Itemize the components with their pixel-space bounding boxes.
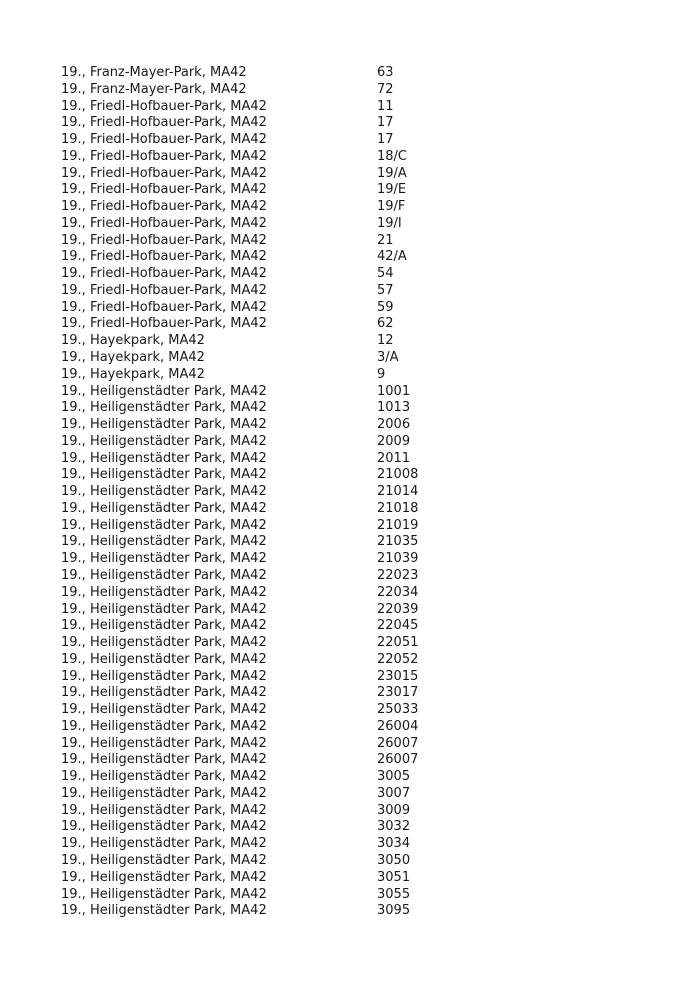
location-text: 19., Hayekpark, MA42	[61, 350, 205, 366]
list-row	[61, 249, 661, 266]
number-text: 3050	[377, 852, 411, 868]
number-text: 3034	[377, 836, 411, 852]
list-row	[61, 870, 661, 887]
location-text: 19., Friedl-Hofbauer-Park, MA42	[61, 199, 267, 215]
list-row	[61, 568, 661, 585]
location-text: 19., Friedl-Hofbauer-Park, MA42	[61, 249, 267, 265]
list-row	[61, 434, 661, 451]
location-text: 19., Heiligenstädter Park, MA42	[61, 567, 267, 583]
list-row	[61, 635, 661, 652]
number-text: 62	[377, 316, 394, 332]
location-text: 19., Heiligenstädter Park, MA42	[61, 769, 267, 785]
location-text: 19., Friedl-Hofbauer-Park, MA42	[61, 215, 267, 231]
number-text: 1013	[377, 400, 411, 416]
list-row	[61, 769, 661, 786]
number-text: 1001	[377, 383, 411, 399]
location-text: 19., Friedl-Hofbauer-Park, MA42	[61, 232, 267, 248]
number-text: 3055	[377, 886, 411, 902]
list-row	[61, 384, 661, 401]
location-text: 19., Friedl-Hofbauer-Park, MA42	[61, 115, 267, 131]
number-text: 17	[377, 115, 394, 131]
location-text: 19., Heiligenstädter Park, MA42	[61, 702, 267, 718]
number-text: 3/A	[377, 350, 399, 366]
number-text: 3005	[377, 769, 411, 785]
location-text: 19., Heiligenstädter Park, MA42	[61, 635, 267, 651]
list-row	[61, 736, 661, 753]
location-text: 19., Heiligenstädter Park, MA42	[61, 618, 267, 634]
location-text: 19., Heiligenstädter Park, MA42	[61, 718, 267, 734]
number-text: 22052	[377, 651, 419, 667]
location-text: 19., Franz-Mayer-Park, MA42	[61, 65, 247, 80]
number-text: 3009	[377, 802, 411, 818]
number-text: 22045	[377, 618, 419, 634]
number-text: 22039	[377, 601, 419, 617]
number-text: 63	[377, 65, 394, 80]
list-row	[61, 786, 661, 803]
location-text: 19., Heiligenstädter Park, MA42	[61, 886, 267, 902]
location-text: 19., Heiligenstädter Park, MA42	[61, 903, 267, 919]
location-text: 19., Heiligenstädter Park, MA42	[61, 668, 267, 684]
number-text: 19/A	[377, 165, 407, 181]
list-row	[61, 602, 661, 619]
number-text: 18/C	[377, 148, 407, 164]
list-row	[61, 702, 661, 719]
location-text: 19., Heiligenstädter Park, MA42	[61, 467, 267, 483]
number-text: 21018	[377, 500, 419, 516]
number-text: 25033	[377, 702, 419, 718]
number-text: 22034	[377, 584, 419, 600]
list-row	[61, 300, 661, 317]
list-row	[61, 333, 661, 350]
list-row	[61, 618, 661, 635]
number-text: 21014	[377, 484, 419, 500]
list-row	[61, 82, 661, 99]
location-text: 19., Heiligenstädter Park, MA42	[61, 651, 267, 667]
list-row	[61, 652, 661, 669]
location-text: 19., Heiligenstädter Park, MA42	[61, 836, 267, 852]
list-row	[61, 316, 661, 333]
list-row	[61, 518, 661, 535]
list-row	[61, 266, 661, 283]
list-row	[61, 283, 661, 300]
number-text: 17	[377, 132, 394, 148]
list-row	[61, 534, 661, 551]
list-row	[61, 836, 661, 853]
location-text: 19., Heiligenstädter Park, MA42	[61, 601, 267, 617]
list-row	[61, 132, 661, 149]
location-text: 19., Heiligenstädter Park, MA42	[61, 383, 267, 399]
location-text: 19., Friedl-Hofbauer-Park, MA42	[61, 132, 267, 148]
list-row	[61, 585, 661, 602]
location-text: 19., Friedl-Hofbauer-Park, MA42	[61, 266, 267, 282]
list-row	[61, 182, 661, 199]
list-row	[61, 149, 661, 166]
location-text: 19., Heiligenstädter Park, MA42	[61, 450, 267, 466]
number-text: 59	[377, 299, 394, 315]
list-row	[61, 367, 661, 384]
location-text: 19., Heiligenstädter Park, MA42	[61, 735, 267, 751]
list-row	[61, 350, 661, 367]
location-text: 19., Heiligenstädter Park, MA42	[61, 517, 267, 533]
number-text: 11	[377, 98, 394, 114]
location-text: 19., Heiligenstädter Park, MA42	[61, 852, 267, 868]
location-text: 19., Heiligenstädter Park, MA42	[61, 500, 267, 516]
number-text: 23015	[377, 668, 419, 684]
location-text: 19., Heiligenstädter Park, MA42	[61, 802, 267, 818]
location-text: 19., Friedl-Hofbauer-Park, MA42	[61, 165, 267, 181]
number-text: 21008	[377, 467, 419, 483]
number-text: 42/A	[377, 249, 407, 265]
number-text: 22051	[377, 635, 419, 651]
list-row	[61, 752, 661, 769]
location-text: 19., Friedl-Hofbauer-Park, MA42	[61, 98, 267, 114]
location-text: 19., Franz-Mayer-Park, MA42	[61, 81, 247, 97]
number-text: 23017	[377, 685, 419, 701]
number-text: 3007	[377, 785, 411, 801]
number-text: 21019	[377, 517, 419, 533]
list-row	[61, 65, 661, 82]
location-text: 19., Hayekpark, MA42	[61, 333, 205, 349]
list-row	[61, 417, 661, 434]
number-text: 12	[377, 333, 394, 349]
number-text: 26007	[377, 735, 419, 751]
number-text: 19/F	[377, 199, 406, 215]
list-row	[61, 803, 661, 820]
list-row	[61, 216, 661, 233]
location-text: 19., Heiligenstädter Park, MA42	[61, 819, 267, 835]
list-row	[61, 501, 661, 518]
list-row	[61, 166, 661, 183]
location-text: 19., Heiligenstädter Park, MA42	[61, 400, 267, 416]
location-text: 19., Heiligenstädter Park, MA42	[61, 584, 267, 600]
list-row	[61, 400, 661, 417]
number-text: 2009	[377, 433, 411, 449]
number-text: 19/E	[377, 182, 407, 198]
location-text: 19., Heiligenstädter Park, MA42	[61, 752, 267, 768]
list-row	[61, 669, 661, 686]
location-text: 19., Friedl-Hofbauer-Park, MA42	[61, 182, 267, 198]
number-text: 19/I	[377, 215, 402, 231]
location-text: 19., Heiligenstädter Park, MA42	[61, 534, 267, 550]
number-text: 2011	[377, 450, 411, 466]
location-text: 19., Heiligenstädter Park, MA42	[61, 433, 267, 449]
list-row	[61, 819, 661, 836]
location-text: 19., Hayekpark, MA42	[61, 366, 205, 382]
list-row	[61, 903, 661, 920]
location-text: 19., Friedl-Hofbauer-Park, MA42	[61, 148, 267, 164]
location-text: 19., Heiligenstädter Park, MA42	[61, 417, 267, 433]
number-text: 21	[377, 232, 394, 248]
list-row	[61, 233, 661, 250]
number-text: 2006	[377, 417, 411, 433]
location-text: 19., Friedl-Hofbauer-Park, MA42	[61, 316, 267, 332]
list-row	[61, 719, 661, 736]
list-row	[61, 551, 661, 568]
list-row	[61, 199, 661, 216]
location-text: 19., Heiligenstädter Park, MA42	[61, 785, 267, 801]
list-row	[61, 99, 661, 116]
number-text: 57	[377, 282, 394, 298]
location-number-list	[61, 65, 661, 920]
number-text: 9	[377, 366, 386, 382]
number-text: 72	[377, 81, 394, 97]
number-text: 21035	[377, 534, 419, 550]
number-text: 26007	[377, 752, 419, 768]
number-text: 26004	[377, 718, 419, 734]
location-text: 19., Heiligenstädter Park, MA42	[61, 551, 267, 567]
list-row	[61, 115, 661, 132]
location-text: 19., Friedl-Hofbauer-Park, MA42	[61, 282, 267, 298]
location-text: 19., Heiligenstädter Park, MA42	[61, 685, 267, 701]
number-text: 54	[377, 266, 394, 282]
location-text: 19., Heiligenstädter Park, MA42	[61, 484, 267, 500]
list-row	[61, 887, 661, 904]
number-text: 22023	[377, 567, 419, 583]
number-text: 3051	[377, 869, 411, 885]
location-text: 19., Friedl-Hofbauer-Park, MA42	[61, 299, 267, 315]
number-text: 21039	[377, 551, 419, 567]
list-row	[61, 484, 661, 501]
number-text: 3032	[377, 819, 411, 835]
number-text: 3095	[377, 903, 411, 919]
list-row	[61, 467, 661, 484]
list-row	[61, 853, 661, 870]
list-row	[61, 685, 661, 702]
list-row	[61, 451, 661, 468]
location-text: 19., Heiligenstädter Park, MA42	[61, 869, 267, 885]
